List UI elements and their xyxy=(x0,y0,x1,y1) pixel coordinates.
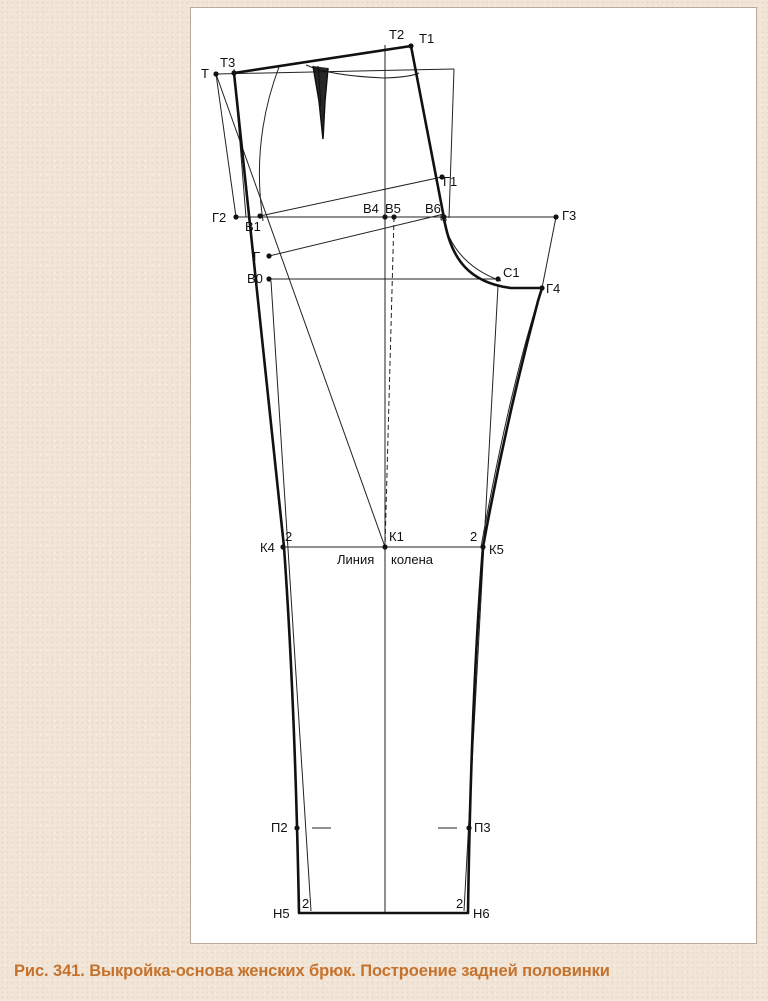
figure-caption: Рис. 341. Выкройка-основа женских брюк. Построение задней половинки xyxy=(14,962,610,980)
knee-line-label-2: колена xyxy=(391,552,434,567)
label-p3: П3 xyxy=(474,820,491,835)
mark-2-knee-right: 2 xyxy=(470,529,478,544)
label-g3: Г3 xyxy=(562,208,577,223)
label-h6: Н6 xyxy=(473,906,490,921)
label-g1: Г1 xyxy=(443,174,458,189)
grain-line xyxy=(385,217,394,547)
label-k5: К5 xyxy=(489,542,504,557)
label-t2: Т2 xyxy=(389,27,405,42)
label-t3: Т3 xyxy=(220,55,236,70)
point-labels xyxy=(201,27,576,921)
label-g: Г xyxy=(253,249,261,264)
mark-2-hem-right: 2 xyxy=(456,896,464,911)
label-b0: В0 xyxy=(247,271,263,286)
label-h5: Н5 xyxy=(273,906,290,921)
mark-2-hem-left: 2 xyxy=(302,896,310,911)
knee-line-label-1: Линия xyxy=(337,552,375,567)
label-c1: С1 xyxy=(503,265,520,280)
label-t1: Т1 xyxy=(419,31,435,46)
mark-2-knee-left: 2 xyxy=(285,529,293,544)
pattern-sheet xyxy=(190,7,757,944)
label-t: Т xyxy=(201,66,209,81)
crotch-offset-curve xyxy=(442,214,501,281)
final-outline xyxy=(234,46,542,913)
trouser-back-pattern-drawing xyxy=(191,8,758,945)
construction-lines xyxy=(216,45,556,913)
label-g4: Г4 xyxy=(546,281,561,296)
point-dots xyxy=(213,43,561,830)
label-b6: В6 xyxy=(425,201,441,216)
label-k4: К4 xyxy=(260,540,275,555)
label-g2: Г2 xyxy=(212,210,227,225)
label-b5: В5 xyxy=(385,201,401,216)
label-b4: В4 xyxy=(363,201,379,216)
label-k1: К1 xyxy=(389,529,404,544)
label-p2: П2 xyxy=(271,820,288,835)
label-b1: В1 xyxy=(245,219,261,234)
